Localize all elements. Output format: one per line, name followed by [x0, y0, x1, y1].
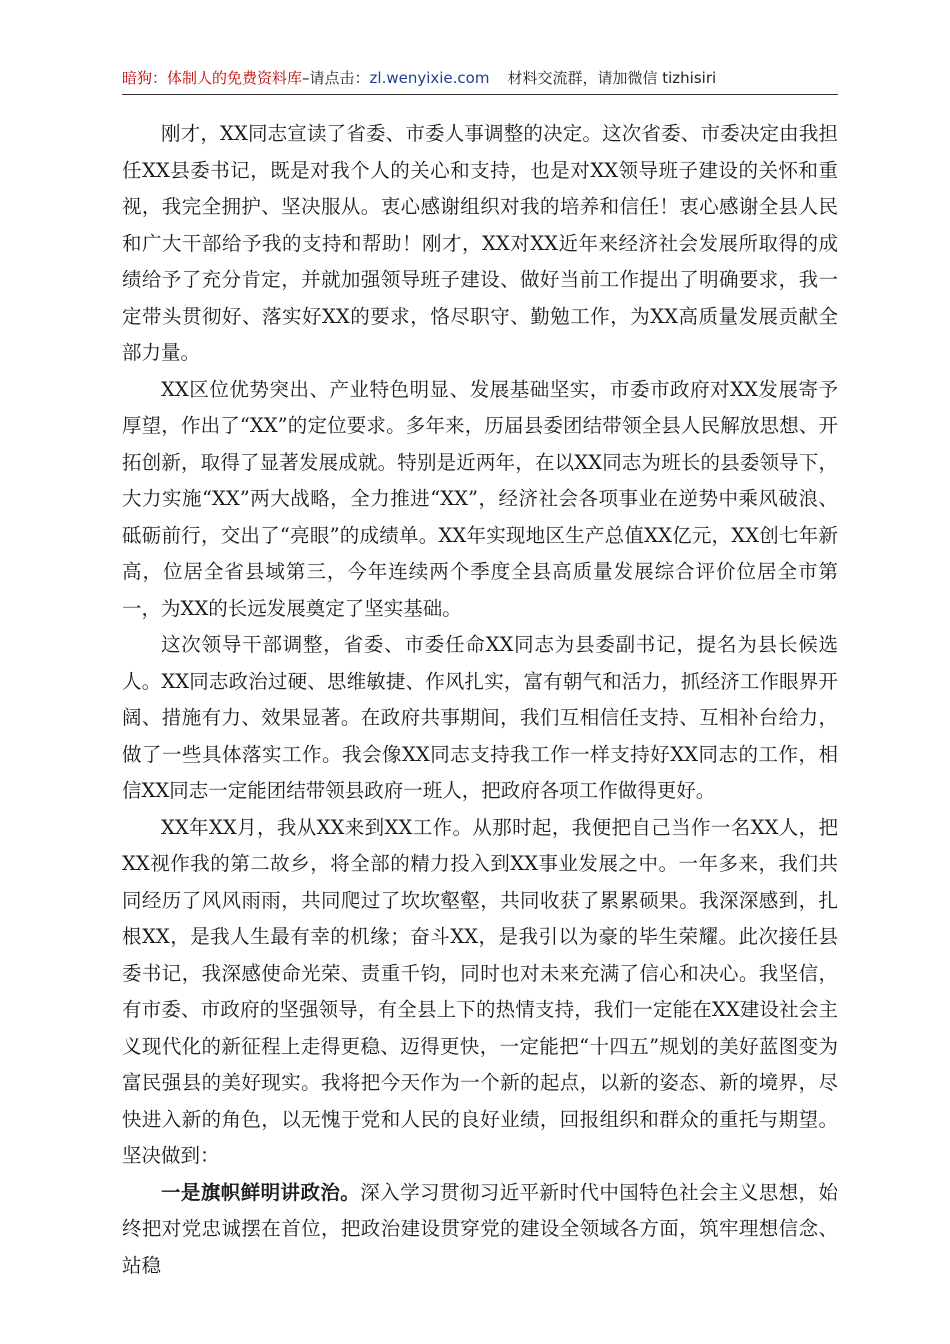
document-body: [122, 116, 838, 1284]
paragraph-5-text: 深入学习贯彻习近平新时代中国特色社会主义思想，始终把对党忠诚摆在首位，把政治建设贯穿党的建设全领域各方面，筑牢理想信念、站稳: [122, 1180, 838, 1277]
paragraph-4: [122, 810, 838, 1175]
header-url-link[interactable]: zl.wenyixie.com: [369, 69, 490, 87]
paragraph-3: [122, 627, 838, 810]
paragraph-1: [122, 116, 838, 372]
header-brand: 暗狗：体制人的免费资料库: [122, 69, 303, 87]
page-header: [122, 66, 838, 95]
header-contact: 材料交流群，请加微信 tizhisiri: [507, 69, 717, 87]
paragraph-4-text: XX年XX月，我从XX来到XX工作。从那时起，我便把自己当作一名XX人，把XX视作我的第二故乡，将全部的精力投入到XX事业发展之中。一年多来，我们共同经历了风风雨雨，共同爬过了坎坎壑壑，共同收获了累累硕果。我深深感到，扎根XX，是我人生最有幸的机缘；奋斗XX，是我引以为豪的毕生荣耀。此次接任县委书记，我深感使命光荣、责重千钧，同时也对未来充满了信心和决心。我坚信，有市委、市政府的坚强领导，有全县上下的热情支持，我们一定能在XX建设社会主义现代化的新征程上走得更稳、迈得更快，一定能把“十四五”规划的美好蓝图变为富民强县的美好现实。我将把今天作为一个新的起点，以新的姿态、新的境界，尽快进入新的角色，以无愧于党和人民的良好业绩，回报组织和群众的重托与期望。坚决做到：: [122, 815, 838, 1167]
header-prompt: –请点击：: [302, 69, 370, 87]
paragraph-3-text: 这次领导干部调整，省委、市委任命XX同志为县委副书记，提名为县长候选人。XX同志政治过硬、思维敏捷、作风扎实，富有朝气和活力，抓经济工作眼界开阔、措施有力、效果显著。在政府共事期间，我们互相信任支持、互相补台给力，做了一些具体落实工作。我会像XX同志支持我工作一样支持好XX同志的工作，相信XX同志一定能团结带领县政府一班人，把政府各项工作做得更好。: [122, 633, 838, 802]
paragraph-5: [122, 1175, 838, 1285]
paragraph-5-lead: 一是旗帜鲜明讲政治。: [161, 1180, 361, 1204]
paragraph-2: [122, 372, 838, 628]
paragraph-1-text: 刚才，XX同志宣读了省委、市委人事调整的决定。这次省委、市委决定由我担任XX县委书记，既是对我个人的关心和支持，也是对XX领导班子建设的关怀和重视，我完全拥护、坚决服从。衷心感谢组织对我的培养和信任！衷心感谢全县人民和广大干部给予我的支持和帮助！刚才，XX对XX近年来经济社会发展所取得的成绩给予了充分肯定，并就加强领导班子建设、做好当前工作提出了明确要求，我一定带头贯彻好、落实好XX的要求，恪尽职守、勤勉工作，为XX高质量发展贡献全部力量。: [122, 122, 838, 364]
paragraph-2-text: XX区位优势突出、产业特色明显、发展基础坚实，市委市政府对XX发展寄予厚望，作出了“XX”的定位要求。多年来，历届县委团结带领全县人民解放思想、开拓创新，取得了显著发展成就。特别是近两年，在以XX同志为班长的县委领导下，大力实施“XX”两大战略，全力推进“XX”，经济社会各项事业在逆势中乘风破浪、砥砺前行，交出了“亮眼”的成绩单。XX年实现地区生产总值XX亿元，XX创七年新高，位居全省县域第三，今年连续两个季度全县高质量发展综合评价位居全市第一，为XX的长远发展奠定了坚实基础。: [122, 377, 839, 620]
